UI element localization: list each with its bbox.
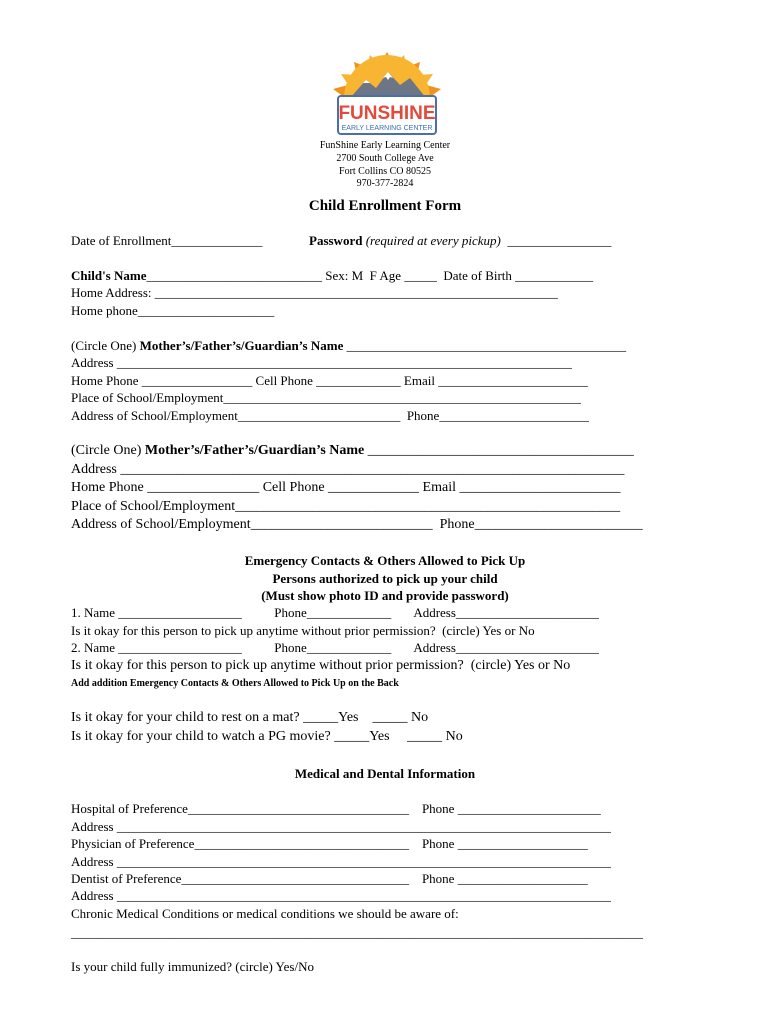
additional-contacts-note: Add addition Emergency Contacts & Others Allowed to Pick Up on the Back [71,678,399,689]
logo-wordmark: FUNSHINE [338,103,436,124]
org-phone: 970-377-2824 [356,178,414,189]
password-label: Password [309,233,363,248]
parent1-address-field[interactable]: Address ______________________________________________________________________ [71,355,572,370]
org-street: 2700 South College Ave [336,153,434,164]
logo-subtext: EARLY LEARNING CENTER [341,125,433,132]
form-title: Child Enrollment Form [308,198,462,214]
hospital-address-field[interactable]: Address ____________________________________________________________________________ [71,819,611,834]
password-field[interactable] [309,233,611,249]
org-name: FunShine Early Learning Center [319,140,451,151]
emergency-heading: Emergency Contacts & Others Allowed to Pick Up [244,553,526,568]
home-address-field[interactable]: Home Address: ______________________________________________________________ [71,285,558,300]
parent1-phones-field[interactable]: Home Phone _________________ Cell Phone _____________ Email _______________________ [71,373,588,388]
parent1-employment-address-field[interactable]: Address of School/Employment_________________________ Phone_______________________ [71,408,589,423]
funshine-logo [330,52,444,138]
photo-id-note: (Must show photo ID and provide password) [261,588,509,603]
parent1-name-blank: ___________________________________________ [343,338,627,353]
parent1-name-field[interactable] [71,338,626,354]
password-note: (required at every pickup) [362,233,501,248]
parent1-employment-field[interactable]: Place of School/Employment_______________________________________________________ [71,390,581,405]
parent2-name-label: Mother’s/Father’s/Guardian’s Name [144,443,365,458]
dentist-field[interactable]: Dentist of Preference___________________________________ Phone ____________________ [71,871,588,886]
password-blank: ________________ [500,233,612,248]
parent2-employment-field[interactable]: Place of School/Employment_______________________________________________________ [71,499,621,514]
child-name-field[interactable] [71,268,593,284]
hospital-field[interactable]: Hospital of Preference__________________________________ Phone ______________________ [71,801,601,816]
parent1-name-label: Mother’s/Father’s/Guardian’s Name [139,338,344,353]
dentist-address-field[interactable]: Address ____________________________________________________________________________ [71,888,611,903]
rest-on-mat-question[interactable]: Is it okay for your child to rest on a mat? _____Yes _____ No [71,710,429,725]
contact1-permission-question[interactable]: Is it okay for this person to pick up anytime without prior permission? (circle) Yes or No [71,623,535,638]
parent2-name-blank: ______________________________________ [364,443,634,458]
date-of-enrollment-field[interactable]: Date of Enrollment______________ [71,233,263,248]
medical-heading: Medical and Dental Information [294,766,476,781]
parent2-employment-address-field[interactable]: Address of School/Employment__________________________ Phone________________________ [71,517,643,532]
physician-field[interactable]: Physician of Preference_________________________________ Phone ____________________ [71,836,588,851]
immunized-question[interactable]: Is your child fully immunized? (circle) Yes/No [71,959,314,974]
chronic-conditions-label: Chronic Medical Conditions or medical conditions we should be aware of: [71,906,459,921]
home-phone-field[interactable]: Home phone_____________________ [71,303,275,318]
chronic-conditions-field[interactable]: ________________________________________________________________________________________ [71,925,643,940]
child-name-rest: ___________________________ Sex: M F Age _____ Date of Birth ____________ [146,268,594,283]
contact2-permission-question[interactable]: Is it okay for this person to pick up anytime without prior permission? (circle) Yes or No [71,658,571,673]
parent1-circle: (Circle One) [71,338,140,353]
contact2-field[interactable]: 2. Name ___________________ Phone_____________ Address______________________ [71,640,599,655]
pg-movie-question[interactable]: Is it okay for your child to watch a PG movie? _____Yes _____ No [71,729,463,744]
contact1-field[interactable]: 1. Name ___________________ Phone_____________ Address______________________ [71,605,599,620]
child-name-label: Child's Name [71,268,147,283]
parent2-circle: (Circle One) [71,443,145,458]
authorized-heading: Persons authorized to pick up your child [272,571,498,586]
physician-address-field[interactable]: Address ____________________________________________________________________________ [71,854,611,869]
parent2-phones-field[interactable]: Home Phone ________________ Cell Phone _____________ Email _______________________ [71,480,621,495]
parent2-address-field[interactable]: Address ________________________________________________________________________ [71,462,625,477]
org-city: Fort Collins CO 80525 [339,166,431,177]
parent2-name-field[interactable] [71,443,634,459]
